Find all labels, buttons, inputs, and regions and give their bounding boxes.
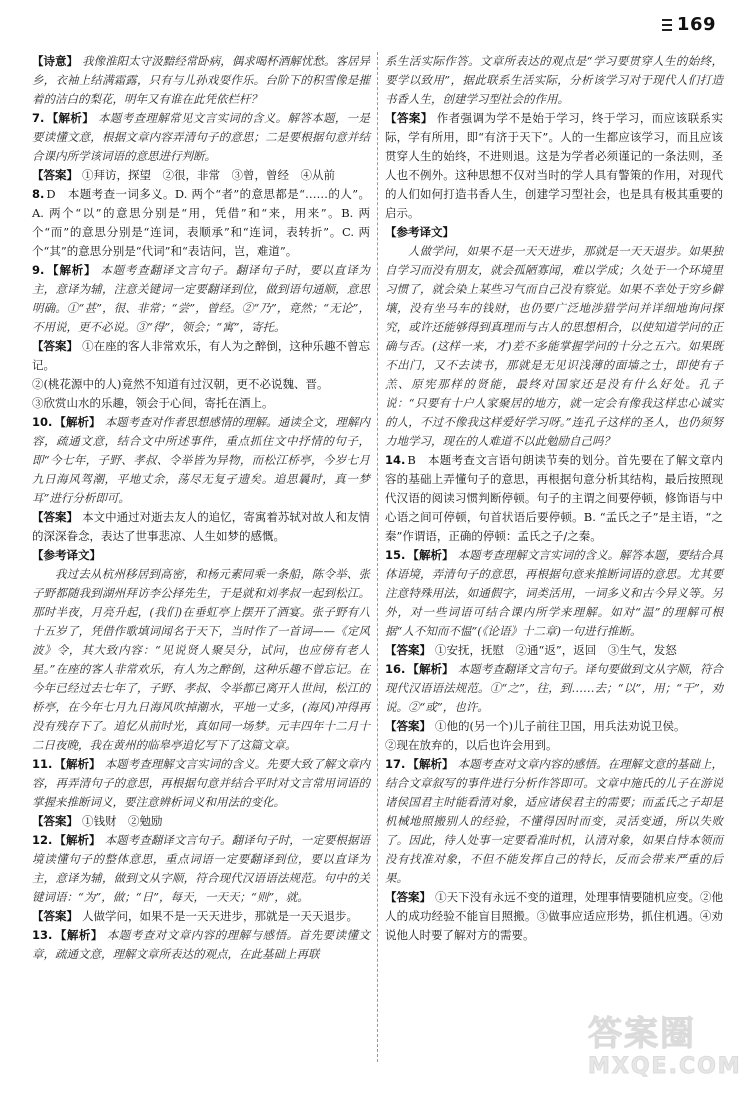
paragraph-text: 本题考查对文章内容的理解与感悟。首先要读懂文章，疏通文意，理解文章所表达的观点，在此基础上再联 [32,928,371,961]
paragraph-text: 人做学问，如果不是一天天进步，那就是一天天退步。 [82,909,358,923]
section-heading: 【参考译文】 [32,548,101,562]
answer-paragraph [385,109,723,223]
answer-paragraph [32,926,370,964]
question-number: 10. [32,415,53,429]
answer-paragraph [385,736,723,755]
answer-paragraph [385,546,723,641]
paragraph-text: ①他的(另一个)儿子前往卫国，用兵法劝说卫侯。 [435,719,686,733]
section-tag: 【答案】 [32,339,79,353]
right-column [385,52,723,945]
section-tag: 【解析】 [407,662,454,676]
paragraph-text: 系生活实际作答。文章所表达的观点是“学习要贯穿人生的始终，要学以致用”，据此联系生活实际，分析该学习对于现代人们打造书香人生，创建学习型社会的作用。 [385,54,723,106]
answer-paragraph [32,52,370,109]
answer-paragraph [32,185,370,261]
paragraph-text: ①在座的客人非常欢乐，有人为之醉倒，这种乐趣不曾忘记。 [32,339,371,372]
section-heading: 【参考译文】 [385,225,454,239]
section-tag: 【解析】 [46,263,97,277]
answer-paragraph [32,394,370,413]
paragraph-text: 我像淮阳太守汲黯经常卧病，偶求喝杯酒解忧愁。客居异乡，衣袖上结满霜露，只有与儿孙戏耍作乐。台阶下的积雪像是摧着的洁白的梨花，明年又有谁在此凭依栏杆？ [32,54,371,106]
question-number: 17. [385,757,406,771]
answer-paragraph [32,261,370,337]
question-number: 14. [385,453,406,467]
answer-paragraph [385,641,723,660]
section-tag: 【解析】 [46,111,95,125]
paragraph-text: D 本题考查一词多义。D. 两个“者”的意思都是“……的人”。A. 两个“以”的意思分别是“用，凭借”和“来，用来”。B. 两个“而”的意思分别是“连词，表顺承”和“连词，表转折”。C. 两个“其”的意思分别是“代词”和“表诘问，岂，难道”。 [32,187,370,258]
section-tag: 【答案】 [32,510,79,524]
answer-paragraph [32,337,370,375]
section-tag: 【解析】 [54,415,101,429]
paragraph-text: ②(桃花源中的人)竟然不知道有过汉朝，更不必说魏、晋。 [32,377,329,391]
paragraph-text: 本题考查翻译文言句子。翻译句子时，一定要根据语境读懂句子的整体意思，重点词语一定要翻译到位，要以直译为主，意译为辅，做到文从字顺，符合现代汉语语法规范。句中的关键词语：“为”，做；“日”，每天，一天天；“则”，就。 [32,833,371,904]
paragraph-text: B 本题考查文言语句朗读节奏的划分。首先要在了解文章内容的基础上弄懂句子的意思，再根据句意分析其结构，最后按照现代汉语的阅读习惯判断停顿。句子的主谓之间要停顿，修饰语与中心语之间可停顿，句首状语后要停顿。B. “孟氏之子”是主语，“之秦”作谓语，正确的停顿：孟氏之子/之秦。 [385,453,723,543]
section-tag: 【解析】 [407,757,454,771]
paragraph-text: ①钱财 ②勉励 [82,814,163,828]
section-tag: 【解析】 [54,833,101,847]
paragraph-text: 本题考查理解文言实词的含义。解答本题，要结合具体语境，弄清句子的意思，再根据句意来推断词语的意思。尤其要注意特殊用法，如通假字，词类活用，一词多义和古今异义等。另外，对一些词语可结合课内所学来理解。如对“温”的理解可根据“人不知而不愠”(《论语》十二章)一句进行推断。 [385,548,724,638]
answer-paragraph [385,451,723,546]
paragraph-text: 本题考查理解常见文言实词的含义。解答本题，一是要读懂文意，根据文章内容弄清句子的意思；二是要根据句意并结合课内所学该词语的意思进行判断。 [32,111,371,163]
question-number: 8. [32,187,45,201]
answer-paragraph [385,717,723,736]
paragraph-text: ①天下没有永远不变的道理，处理事情要随机应变。②他人的成功经验不能盲目照搬。③做事应适应形势，抓住机遇。④劝说他人时要了解对方的需要。 [385,890,724,942]
answer-paragraph [32,812,370,831]
question-number: 9. [32,263,45,277]
answer-paragraph [385,888,723,945]
section-tag: 【解析】 [407,548,454,562]
paragraph-text: 本题考查理解文言实词的含义。先要大致了解文章内容，再弄清句子的意思，再根据句意并结合平时对文言常用词语的掌握来推断词义，要注意辨析词义和用法的变化。 [32,757,371,809]
section-tag: 【诗意】 [32,54,79,68]
watermark-url: MXQE.COM [588,1054,742,1079]
answer-paragraph [32,166,370,185]
section-tag: 【答案】 [385,719,431,733]
page-header [662,14,716,35]
paragraph-text: 本题考查对文章内容的感悟。在理解文意的基础上，结合文章叙写的事件进行分析作答即可。文章中施氏的儿子在游说诸侯国君主时能看清对象，适应诸侯君主的需要；而孟氏之子却是机械地照搬别人的经验，不懂得因时而变，灵活变通，所以失败了。因此，待人处事一定要看准时机，认清对象，如果自恃本领而没有找准对象，不但不能发挥自己的特长，反而会带来严重的后果。 [385,757,724,885]
site-watermark [588,1014,742,1086]
paragraph-text: 本题考查翻译文言句子。翻译句子时，要以直译为主，意译为辅，注意关键词一定要翻译到位，做到语句通顺，意思明确。①“甚”，很、非常；“尝”，曾经。②“乃”，竟然；“无论”，不用说，更不必说。③“得”，领会；“寓”，寄托。 [32,263,370,334]
column-divider [377,52,378,1062]
answer-paragraph [32,565,370,755]
section-tag: 【答案】 [385,890,432,904]
answer-paragraph [32,831,370,907]
left-column [32,52,370,964]
question-number: 16. [385,662,406,676]
section-tag: 【答案】 [32,909,78,923]
paragraph-text: 人做学问，如果不是一天天进步，那就是一天天退步。如果独自学习而没有朋友，就会孤陋寡闻，难以学成；久处于一个环境里习惯了，就会染上某些习气而自己没有察觉。如果不幸处于穷乡僻壤，没有坐马车的钱财，也仍要广泛地涉猎学问并详细地询问探究，或许还能够得到真理而与古人的思想相合，以使知道学问的正确与否。(这样一来，才)差不多能掌握学问的十分之五六。如果既不出门，又不去读书，那就是无见识浅薄的面墙之士，即使有子羔、原宪那样的贤能，最终对国家还是没有什么好处。孔子说：“只要有十户人家聚居的地方，就一定会有像我这样忠心诚实的人，不过不像我这样爱好学习呀。”连孔子这样的圣人，也仍须努力地学习，现在的人难道不以此勉励自己吗？ [385,244,723,448]
paragraph-text: ①拜访，探望 ②很，非常 ③曾，曾经 ④从前 [82,168,335,182]
answer-paragraph [32,413,370,508]
answer-paragraph [385,755,723,888]
answer-paragraph [385,52,723,109]
paragraph-text: ①安抚，抚慰 ②通“返”，返回 ③生气，发怒 [435,643,677,657]
section-tag: 【解析】 [54,928,103,942]
section-tag: 【解析】 [54,757,101,771]
question-number: 15. [385,548,406,562]
paragraph-text: 本题考查对作者思想感情的理解。通读全文，理解内容，疏通文意，结合文中所述事件，重点抓住文中抒情的句子，即“今七年，子野、孝叔、令举皆为异物，而松江桥亭，今岁七月九日海风驾潮，平地丈余，荡尽无复孑遗矣。追思曩时，真一梦耳”进行分析即可。 [32,415,371,505]
answer-paragraph [32,375,370,394]
question-number: 11. [32,757,53,771]
answer-paragraph [385,660,723,717]
answer-paragraph [385,242,723,451]
question-number: 13. [32,928,53,942]
paragraph-text: ③欣赏山水的乐趣，领会于心间，寄托在酒上。 [32,396,274,410]
paragraph-text: 本题考查翻译文言句子。译句要做到文从字顺，符合现代汉语语法规范。①“之”，往，到……去；“以”，用；“干”，劝说。②“或”，也许。 [385,662,724,714]
paragraph-text: 我过去从杭州移居到高密，和杨元素同乘一条船，陈令举、张子野都随我到湖州拜访李公择先生，于是就和刘孝叔一起到松江。那时半夜，月亮升起，(我们)在垂虹亭上摆开了酒宴。张子野有八十五岁了，凭借作歌填词闻名于天下，当时作了一首词——《定风波》令，其大致内容：“见说贤人聚吴分，试问，也应傍有老人星。”在座的客人非常欢乐，有人为之醉倒，这种乐趣不曾忘记。在今年已经过去七年了，子野、孝叔、令举都已离开人世间，松江的桥亭，在今年七月九日海风吹掉潮水，平地一丈多，(海风)冲得再没有残存下了。追忆从前时光，真如同一场梦。元丰四年十二月十二日夜晚，我在黄州的临皋亭追忆写下了这篇文章。 [32,567,370,752]
answer-paragraph [32,109,370,166]
answer-paragraph [32,508,370,546]
section-tag: 【答案】 [32,814,78,828]
question-number: 7. [32,111,45,125]
section-tag: 【答案】 [32,168,78,182]
paragraph-text: 本文中通过对逝去友人的追忆，寄寓着苏轼对故人和友情的深深眷念，表达了世事悲凉、人生如梦的感慨。 [32,510,371,543]
answer-paragraph [32,907,370,926]
question-number: 12. [32,833,53,847]
page-marker-icon [662,19,672,31]
watermark-logo-text: 答案圈 [588,1014,696,1054]
paragraph-text: 作者强调为学不是始于学习，终于学习，而应该联系实际，学有所用，即“有济于天下”。人的一生都应该学习，而且应该贯穿人生的始终，不进则退。这是为学者必须谨记的一条法则，圣人也不例外。这种思想不仅对当时的学人具有警策的作用，对现代的人们如何打造书香人生，创建学习型社会，也是具有极其重要的启示。 [385,111,724,220]
paragraph-text: ②现在放弃的，以后也许会用到。 [385,738,558,752]
page-number: 169 [676,14,716,35]
section-tag: 【答案】 [385,643,431,657]
answer-paragraph [32,755,370,812]
section-tag: 【答案】 [385,111,433,125]
